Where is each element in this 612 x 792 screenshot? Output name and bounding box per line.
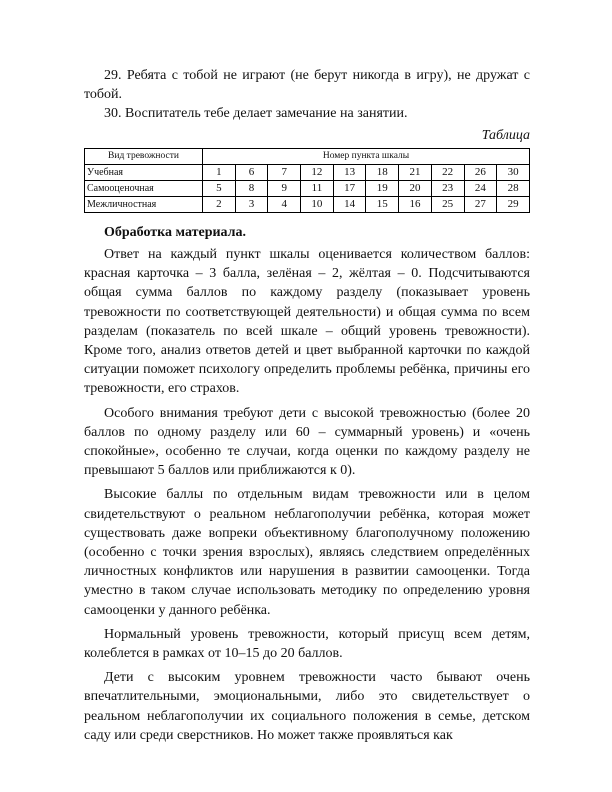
table-cell: 6 [235, 164, 268, 180]
table-row [85, 196, 530, 212]
table-cell: 13 [333, 164, 366, 180]
table-cell: 22 [431, 164, 464, 180]
table-cell: 10 [301, 196, 334, 212]
table-cell: 7 [268, 164, 301, 180]
paragraph: Высокие баллы по отдельным видам тревожности или в целом свидетельствуют о реальном неблагополучии ребёнка, которая может существовать даже вопреки объективному благополучному положению (особенно с точки зрения взрослых), являясь следствием определённых личностных конфликтов или нарушения в развитии самооценки. Тогда уместно в таком случае использовать методику по определению уровня самооценки у данного ребёнка. [84, 487, 530, 618]
table-caption: Таблица [481, 127, 530, 143]
table-header-numbers: Номер пункта шкалы [203, 148, 530, 164]
paragraph-item-30: 30. Воспитатель тебе делает замечание на занятии. [104, 106, 408, 122]
table-cell: 9 [268, 180, 301, 196]
table-cell: 26 [464, 164, 497, 180]
table-cell: 19 [366, 180, 399, 196]
paragraph-item-29: 29. Ребята с тобой не играют (не берут никогда в игру), не дружат с тобой. [84, 68, 530, 103]
table-cell: 20 [399, 180, 432, 196]
paragraph: Особого внимания требуют дети с высокой тревожностью (более 20 баллов по одному разделу или 60 – суммарный уровень) и «очень спокойные», особенно те случаи, когда оценки по каждому разделу не превышают 5 баллов или приближаются к 0). [84, 405, 530, 479]
table-header-row [85, 148, 530, 164]
table-row [85, 180, 530, 196]
table-cell: 30 [497, 164, 530, 180]
table-cell: 24 [464, 180, 497, 196]
section-heading: Обработка материала. [104, 224, 247, 240]
table-cell: 28 [497, 180, 530, 196]
table-cell: 1 [203, 164, 236, 180]
row-label: Учебная [85, 164, 203, 180]
table-cell: 3 [235, 196, 268, 212]
table-cell: 4 [268, 196, 301, 212]
table-cell: 8 [235, 180, 268, 196]
table-cell: 2 [203, 196, 236, 212]
table-cell: 17 [333, 180, 366, 196]
table-cell: 18 [366, 164, 399, 180]
anxiety-scale-table [84, 148, 530, 213]
table-cell: 27 [464, 196, 497, 212]
paragraph: Дети с высоким уровнем тревожности часто бывают очень впечатлительными, эмоциональными, либо это свидетельствует о реальном неблагополучии их социального положения в семье, детском саду или среди сверстников. Но может также проявляться как [84, 670, 530, 743]
table-cell: 5 [203, 180, 236, 196]
row-label: Межличностная [85, 196, 203, 212]
table-cell: 14 [333, 196, 366, 212]
table-cell: 12 [301, 164, 334, 180]
document-page [84, 66, 530, 745]
table-header-type: Вид тревожности [85, 148, 203, 164]
paragraph: Нормальный уровень тревожности, который присущ всем детям, колеблется в рамках от 10–15 до 20 баллов. [84, 626, 530, 662]
table-cell: 23 [431, 180, 464, 196]
paragraph: Ответ на каждый пункт шкалы оценивается количеством баллов: красная карточка – 3 балла, зелёная – 2, жёлтая – 0. Подсчитываются общая сумма баллов по каждому разделу (показывает уровень тревожности по соответствующей деятельности) и общая сумма по всем разделам (показатель по всей шкале – общий уровень тревожности). Кроме того, анализ ответов детей и цвет выбранной карточки по каждой ситуации поможет психологу определить проблемы ребёнка, причины его тревожности, его страхов. [84, 247, 530, 397]
table-row [85, 164, 530, 180]
row-label: Самооценочная [85, 180, 203, 196]
table-cell: 11 [301, 180, 334, 196]
table-cell: 15 [366, 196, 399, 212]
table-cell: 29 [497, 196, 530, 212]
table-cell: 21 [399, 164, 432, 180]
table-cell: 16 [399, 196, 432, 212]
table-cell: 25 [431, 196, 464, 212]
